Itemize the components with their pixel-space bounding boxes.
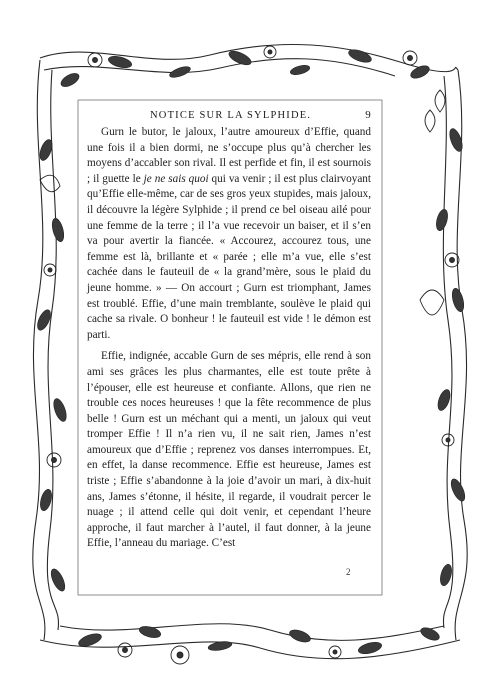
running-head-title: NOTICE SUR LA SYLPHIDE. (150, 110, 312, 121)
body-text (87, 125, 371, 552)
italic-phrase: je ne sais quoi (143, 172, 209, 185)
page-number: 9 (365, 109, 372, 121)
signature-mark: 2 (346, 567, 351, 577)
paragraph: Gurn le butor, le jaloux, l’autre amoureux d’Effie, quand une fois il a bien dormi, ne s’occupe plus qu’à chercher les moyens d’accabler son rival. Il est perfide et fin, il est sournois ; il guette le je ne sais quoi qui va venir ; il est plus clairvoyant qu’Effie elle-même, car de ses gros yeux stupides, mais jaloux, il découvre la légère Sylphide ; il prend ce bel oiseau ailé pour une femme de la terre ; il l’a vue recevoir un baiser, et il s’en va pour avertir la fiancée. « Accourez, accourez tous, une femme est là, brillante et « parée ; elle m’a vue, elle s’est cachée dans le fauteuil de « la grand’mère, sous le plaid du jeune homme. » — On accourt ; Gurn est triomphant, James est troublé. Effie, d’une main tremblante, soulève le plaid qui cache sa rivale. O bonheur ! le fauteuil est vide ! le démon est parti. (87, 126, 371, 341)
paragraph: Effie, indignée, accable Gurn de ses mépris, elle rend à son ami ses grâces les plus charmantes, elle est toute prête à l’épouser, elle est heureuse et confiante. Allons, que rien ne trouble ces noces heureuses ! que la fête recommence de plus belle ! Gurn est un méchant qui a menti, un jaloux qui veut tromper Effie ! Il n’a rien vu, il ne sait rien, James n’est amoureux que d’Effie ; reprenez vos danses interrompues. Et, en effet, la danse recommence. Effie est heureuse, James est triste ; Effie s’abandonne à la joie d’avoir un mari, à dix-huit ans, James s’étonne, il hésite, il regarde, il voudrait percer le nuage ; il attend celle qui doit venir, et cependant l’heure approche, il faut marcher à l’autel, il faut donner, à la jeune Effie, l’anneau du mariage. C’est (87, 350, 371, 550)
